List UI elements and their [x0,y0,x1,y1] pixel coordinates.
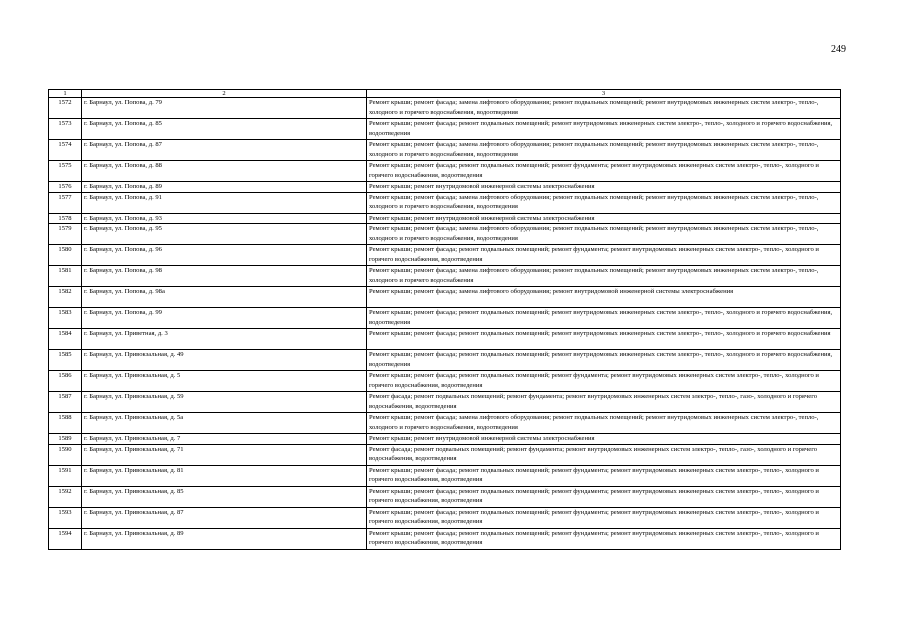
repair-works-table [48,89,841,550]
row-works: Ремонт крыши; ремонт фасада; замена лифтового оборудования; ремонт подвальных помещений; ремонт внутридомовых инженерных систем электро-, тепло-, холодного и горячего водоснабжения, водоотведения [367,224,841,245]
row-number: 1592 [49,486,82,507]
row-works: Ремонт крыши; ремонт фасада; ремонт подвальных помещений; ремонт фундамента; ремонт внутридомовых инженерных систем электро-, тепло-, холодного и горячего водоснабжения, водоотведения [367,161,841,182]
row-works: Ремонт крыши; ремонт фасада; замена лифтового оборудования; ремонт подвальных помещений; ремонт внутридомовых инженерных систем электро-, тепло-, холодного и горячего водоснабжения, водоотведения [367,192,841,213]
row-number: 1573 [49,119,82,140]
table-row [49,245,841,266]
table-header-row [49,90,841,98]
row-works: Ремонт крыши; ремонт фасада; ремонт подвальных помещений; ремонт фундамента; ремонт внутридомовых инженерных систем электро-, тепло-, холодного и горячего водоснабжения, водоотведения [367,465,841,486]
row-number: 1576 [49,182,82,193]
row-address: г. Барнаул, ул. Попова, д. 88 [82,161,367,182]
row-works: Ремонт крыши; ремонт фасада; ремонт подвальных помещений; ремонт фундамента; ремонт внутридомовых инженерных систем электро-, тепло-, холодного и горячего водоснабжения, водоотведения [367,528,841,549]
row-address: г. Барнаул, ул. Привокзальная, д. 5 [82,371,367,392]
row-number: 1594 [49,528,82,549]
row-number: 1582 [49,287,82,308]
row-works: Ремонт крыши; ремонт внутридомовой инженерной системы электроснабжения [367,182,841,193]
row-address: г. Барнаул, ул. Попова, д. 79 [82,98,367,119]
row-address: г. Барнаул, ул. Попова, д. 96 [82,245,367,266]
row-works: Ремонт крыши; ремонт фасада; ремонт подвальных помещений; ремонт внутридомовых инженерных систем электро-, тепло-, холодного и горячего водоснабжения, водоотведения [367,119,841,140]
row-number: 1589 [49,434,82,445]
table-row [49,413,841,434]
table-row [49,119,841,140]
row-works: Ремонт крыши; ремонт фасада; ремонт подвальных помещений; ремонт внутридомовых инженерных систем электро-, тепло-, холодного и горячего водоснабжения [367,329,841,350]
row-number: 1578 [49,213,82,224]
row-number: 1580 [49,245,82,266]
table-row [49,434,841,445]
table-row [49,308,841,329]
row-number: 1577 [49,192,82,213]
row-address: г. Барнаул, ул. Привокзальная, д. 71 [82,444,367,465]
table-body [49,98,841,550]
table-row [49,224,841,245]
table-row [49,98,841,119]
row-address: г. Барнаул, ул. Попова, д. 98а [82,287,367,308]
table-row [49,371,841,392]
row-number: 1574 [49,140,82,161]
row-address: г. Барнаул, ул. Попова, д. 89 [82,182,367,193]
row-address: г. Барнаул, ул. Приветная, д. 3 [82,329,367,350]
row-number: 1583 [49,308,82,329]
table-row [49,528,841,549]
row-works: Ремонт крыши; ремонт фасада; ремонт подвальных помещений; ремонт фундамента; ремонт внутридомовых инженерных систем электро-, тепло-, холодного и горячего водоснабжения, водоотведения [367,245,841,266]
row-address: г. Барнаул, ул. Привокзальная, д. 87 [82,507,367,528]
row-address: г. Барнаул, ул. Попова, д. 95 [82,224,367,245]
row-number: 1593 [49,507,82,528]
table-row [49,444,841,465]
row-works: Ремонт крыши; ремонт фасада; замена лифтового оборудования; ремонт подвальных помещений; ремонт внутридомовых инженерных систем электро-, тепло-, холодного и горячего водоснабжения [367,266,841,287]
row-number: 1591 [49,465,82,486]
table-row [49,486,841,507]
row-works: Ремонт крыши; ремонт внутридомовой инженерной системы электроснабжения [367,434,841,445]
table-row [49,287,841,308]
table-row [49,266,841,287]
table-row [49,350,841,371]
row-works: Ремонт фасада; ремонт подвальных помещений; ремонт фундамента; ремонт внутридомовых инженерных систем электро-, тепло-, газо-, холодного и горячего водоснабжения, водоотведения [367,444,841,465]
row-address: г. Барнаул, ул. Привокзальная, д. 85 [82,486,367,507]
row-number: 1572 [49,98,82,119]
row-number: 1579 [49,224,82,245]
row-address: г. Барнаул, ул. Попова, д. 91 [82,192,367,213]
row-address: г. Барнаул, ул. Привокзальная, д. 49 [82,350,367,371]
table-row [49,507,841,528]
row-number: 1581 [49,266,82,287]
row-number: 1585 [49,350,82,371]
table-row [49,392,841,413]
row-number: 1590 [49,444,82,465]
table-row [49,182,841,193]
row-number: 1586 [49,371,82,392]
row-number: 1584 [49,329,82,350]
row-address: г. Барнаул, ул. Попова, д. 85 [82,119,367,140]
row-works: Ремонт крыши; ремонт фасада; ремонт подвальных помещений; ремонт фундамента; ремонт внутридомовых инженерных систем электро-, тепло-, холодного и горячего водоснабжения, водоотведения [367,507,841,528]
row-works: Ремонт крыши; ремонт внутридомовой инженерной системы электроснабжения [367,213,841,224]
row-works: Ремонт крыши; ремонт фасада; замена лифтового оборудования; ремонт подвальных помещений; ремонт внутридомовых инженерных систем электро-, тепло-, холодного и горячего водоснабжения, водоотведения [367,98,841,119]
column-header-number: 1 [49,90,82,98]
row-works: Ремонт фасада; ремонт подвальных помещений; ремонт фундамента; ремонт внутридомовых инженерных систем электро-, тепло-, газо-, холодного и горячего водоснабжения, водоотведения [367,392,841,413]
table-row [49,465,841,486]
row-address: г. Барнаул, ул. Попова, д. 99 [82,308,367,329]
row-number: 1587 [49,392,82,413]
table-row [49,192,841,213]
row-works: Ремонт крыши; ремонт фасада; ремонт подвальных помещений; ремонт внутридомовых инженерных систем электро-, тепло-, холодного и горячего водоснабжения, водоотведения [367,308,841,329]
table-row [49,161,841,182]
column-header-works: 3 [367,90,841,98]
row-address: г. Барнаул, ул. Попова, д. 93 [82,213,367,224]
column-header-address: 2 [82,90,367,98]
row-works: Ремонт крыши; ремонт фасада; замена лифтового оборудования; ремонт подвальных помещений; ремонт внутридомовых инженерных систем электро-, тепло-, холодного и горячего водоснабжения, водоотведения [367,413,841,434]
row-works: Ремонт крыши; ремонт фасада; ремонт подвальных помещений; ремонт фундамента; ремонт внутридомовых инженерных систем электро-, тепло-, холодного и горячего водоснабжения, водоотведения [367,371,841,392]
row-works: Ремонт крыши; ремонт фасада; ремонт подвальных помещений; ремонт внутридомовых инженерных систем электро-, тепло-, холодного и горячего водоснабжения, водоотведения [367,350,841,371]
row-address: г. Барнаул, ул. Привокзальная, д. 89 [82,528,367,549]
row-works: Ремонт крыши; ремонт фасада; ремонт подвальных помещений; ремонт фундамента; ремонт внутридомовых инженерных систем электро-, тепло-, холодного и горячего водоснабжения, водоотведения [367,486,841,507]
row-address: г. Барнаул, ул. Привокзальная, д. 5а [82,413,367,434]
page-number: 249 [831,44,846,55]
row-number: 1575 [49,161,82,182]
table-row [49,213,841,224]
row-works: Ремонт крыши; ремонт фасада; замена лифтового оборудования; ремонт подвальных помещений; ремонт внутридомовых инженерных систем электро-, тепло-, холодного и горячего водоснабжения, водоотведения [367,140,841,161]
row-number: 1588 [49,413,82,434]
row-address: г. Барнаул, ул. Попова, д. 98 [82,266,367,287]
table-row [49,140,841,161]
row-address: г. Барнаул, ул. Привокзальная, д. 7 [82,434,367,445]
row-address: г. Барнаул, ул. Попова, д. 87 [82,140,367,161]
table-row [49,329,841,350]
row-address: г. Барнаул, ул. Привокзальная, д. 59 [82,392,367,413]
row-works: Ремонт крыши; ремонт фасада; замена лифтового оборудования; ремонт внутридомовой инженерной системы электроснабжения [367,287,841,308]
row-address: г. Барнаул, ул. Привокзальная, д. 81 [82,465,367,486]
